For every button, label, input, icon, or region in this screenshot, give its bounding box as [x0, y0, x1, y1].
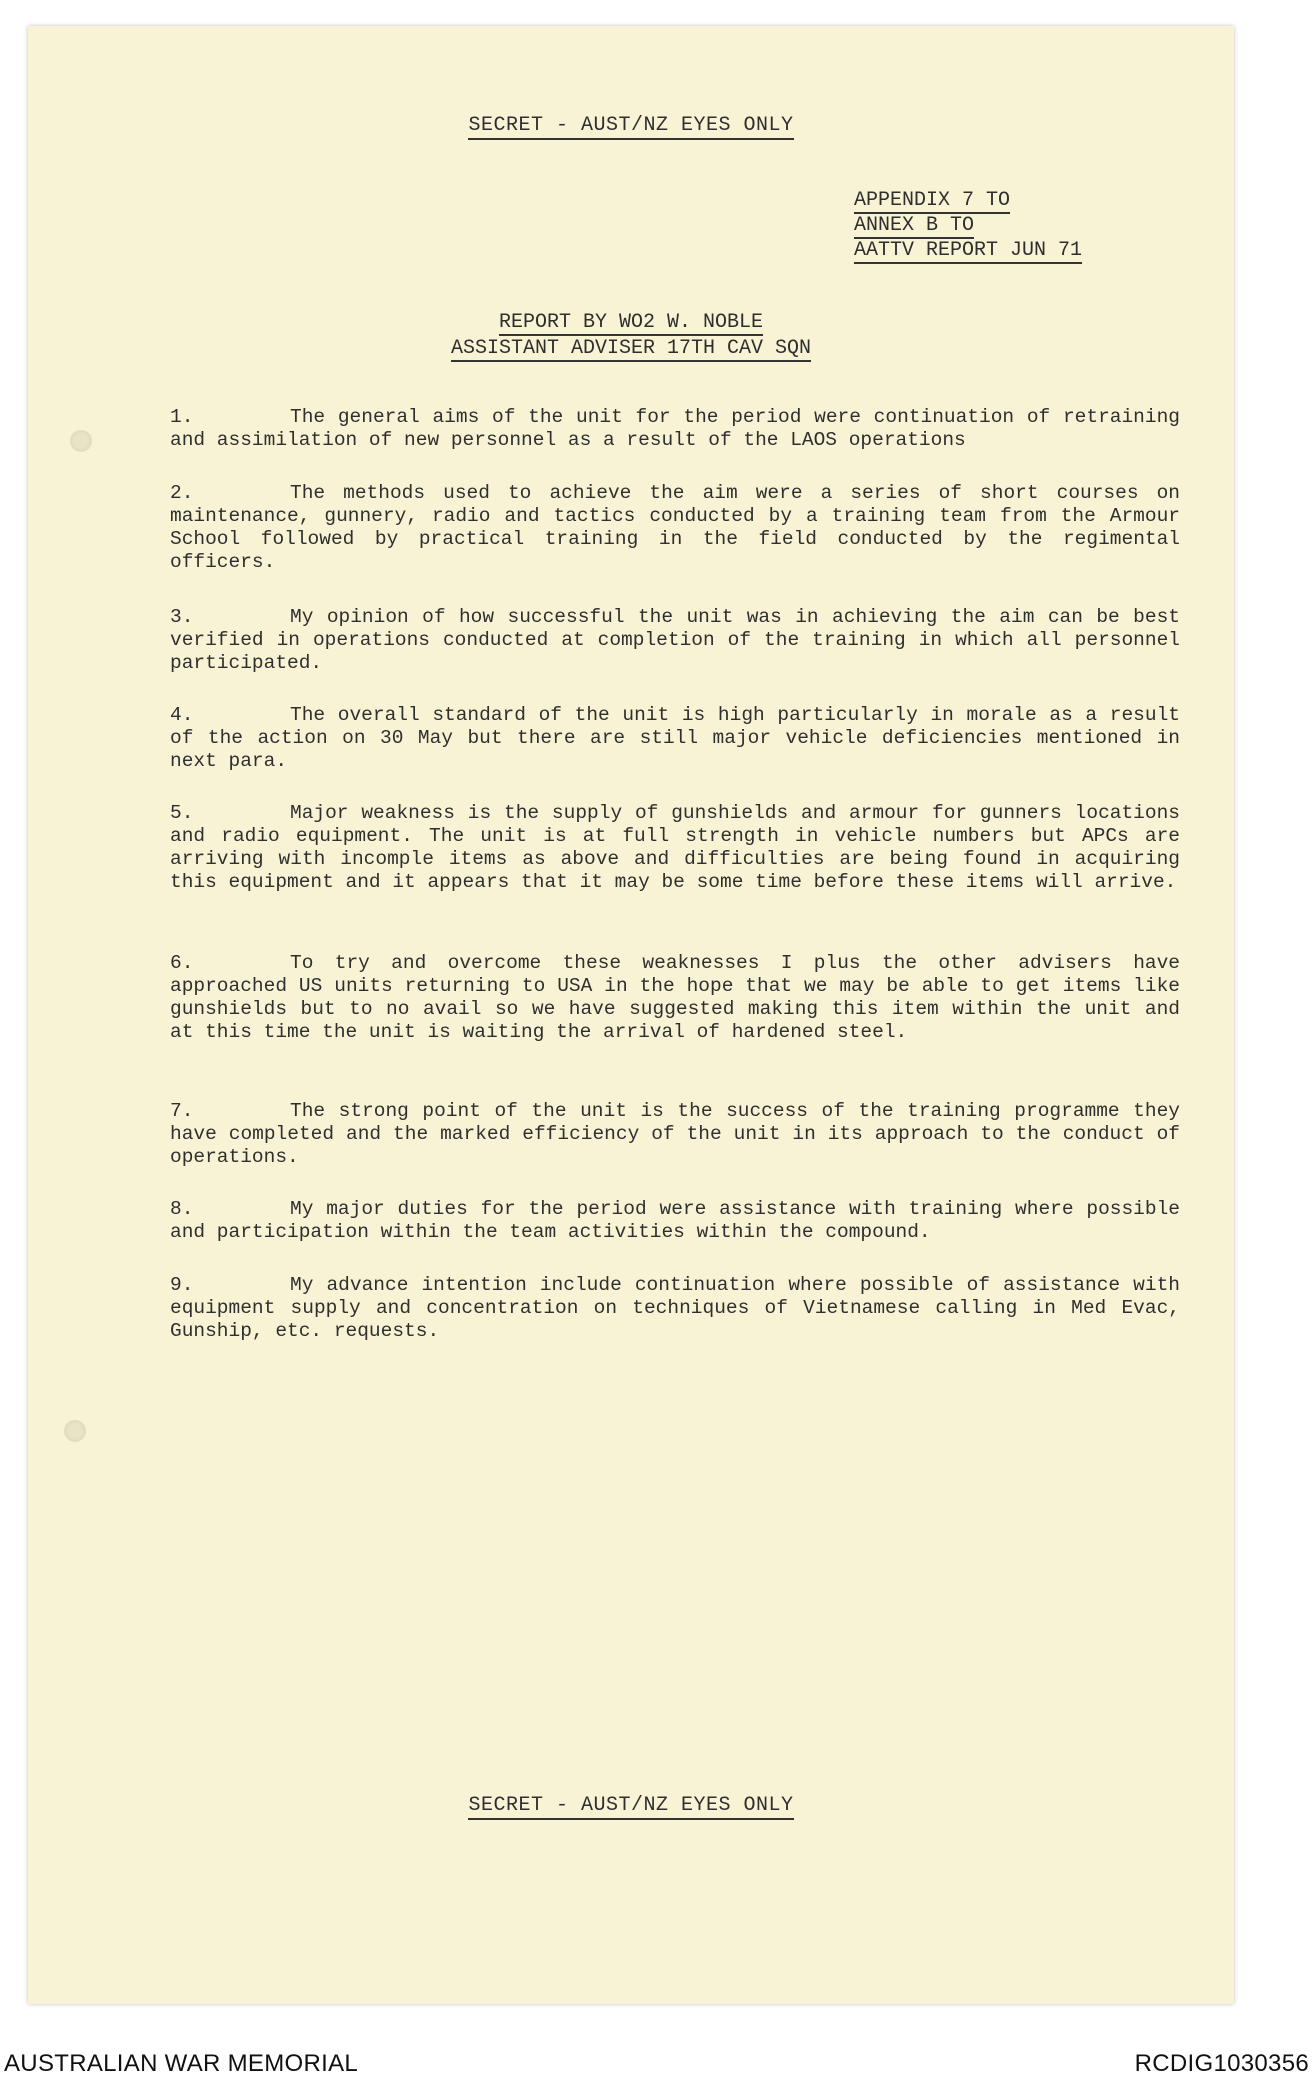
paragraph-text: The overall standard of the unit is high particularly in morale as a result of the action on 30 May but there are still major vehicle deficiencies mentioned in next para.	[170, 704, 1180, 772]
classification-footer-text: SECRET - AUST/NZ EYES ONLY	[468, 1794, 793, 1820]
document-page	[28, 26, 1234, 2004]
paragraph-number: 6.	[170, 952, 194, 974]
paragraph-8	[170, 1198, 1180, 1244]
paragraph-text: The methods used to achieve the aim were a series of short courses on maintenance, gunnery, radio and tactics conducted by a training team from the Armour School followed by practical training in the field conducted by the regimental officers.	[170, 482, 1180, 573]
punch-hole	[70, 430, 92, 452]
paragraph-5	[170, 802, 1180, 894]
report-title	[28, 310, 1234, 362]
classification-footer	[28, 1794, 1234, 1817]
paragraph-text: My major duties for the period were assistance with training where possible and participation within the team activities within the compound.	[170, 1198, 1180, 1243]
punch-hole	[64, 1420, 86, 1442]
annex-line: ANNEX B TO	[854, 214, 975, 237]
paragraph-7	[170, 1100, 1180, 1169]
paragraph-1	[170, 406, 1180, 452]
paragraph-number: 3.	[170, 606, 194, 628]
paragraph-text: To try and overcome these weaknesses I plus the other advisers have approached US units returning to USA in the hope that we may be able to get items like gunshields but to no avail so we have suggested making this item within the unit and at this time the unit is waiting the arrival of hardened steel.	[170, 952, 1180, 1043]
archive-name: AUSTRALIAN WAR MEMORIAL	[4, 2050, 359, 2077]
classification-header-text: SECRET - AUST/NZ EYES ONLY	[468, 114, 793, 140]
paragraph-text: Major weakness is the supply of gunshields and armour for gunners locations and radio equipment. The unit is at full strength in vehicle numbers but APCs are arriving with incomple items as above and difficulties are being found in acquiring this equipment and it appears that it may be some time before these items will arrive.	[170, 802, 1180, 893]
report-title-line-2: ASSISTANT ADVISER 17TH CAV SQN	[450, 337, 812, 360]
report-title-line-1: REPORT BY WO2 W. NOBLE	[498, 311, 764, 334]
paragraph-number: 5.	[170, 802, 194, 824]
paragraph-number: 9.	[170, 1274, 194, 1296]
paragraph-2	[170, 482, 1180, 574]
paragraph-number: 1.	[170, 406, 194, 428]
paragraph-text: The strong point of the unit is the success of the training programme they have completed and the marked efficiency of the unit in its approach to the conduct of operations.	[170, 1100, 1180, 1168]
paragraph-number: 7.	[170, 1100, 194, 1122]
appendix-line: APPENDIX 7 TO	[854, 189, 1011, 212]
report-line: AATTV REPORT JUN 71	[854, 239, 1083, 262]
classification-header	[28, 114, 1234, 137]
paragraph-text: My opinion of how successful the unit was in achieving the aim can be best verified in operations conducted at completion of the training in which all personnel participated.	[170, 606, 1180, 674]
paragraph-4	[170, 704, 1180, 773]
paragraph-number: 2.	[170, 482, 194, 504]
archive-id: RCDIG1030356	[1134, 2050, 1309, 2077]
paragraph-number: 8.	[170, 1198, 194, 1220]
paragraph-number: 4.	[170, 704, 194, 726]
paragraph-6	[170, 952, 1180, 1044]
paragraph-3	[170, 606, 1180, 675]
appendix-reference	[854, 188, 1082, 263]
paragraph-9	[170, 1274, 1180, 1343]
paragraph-text: The general aims of the unit for the period were continuation of retraining and assimilation of new personnel as a result of the LAOS operations	[170, 406, 1180, 451]
paragraph-text: My advance intention include continuation where possible of assistance with equipment supply and concentration on techniques of Vietnamese calling in Med Evac, Gunship, etc. requests.	[170, 1274, 1180, 1342]
